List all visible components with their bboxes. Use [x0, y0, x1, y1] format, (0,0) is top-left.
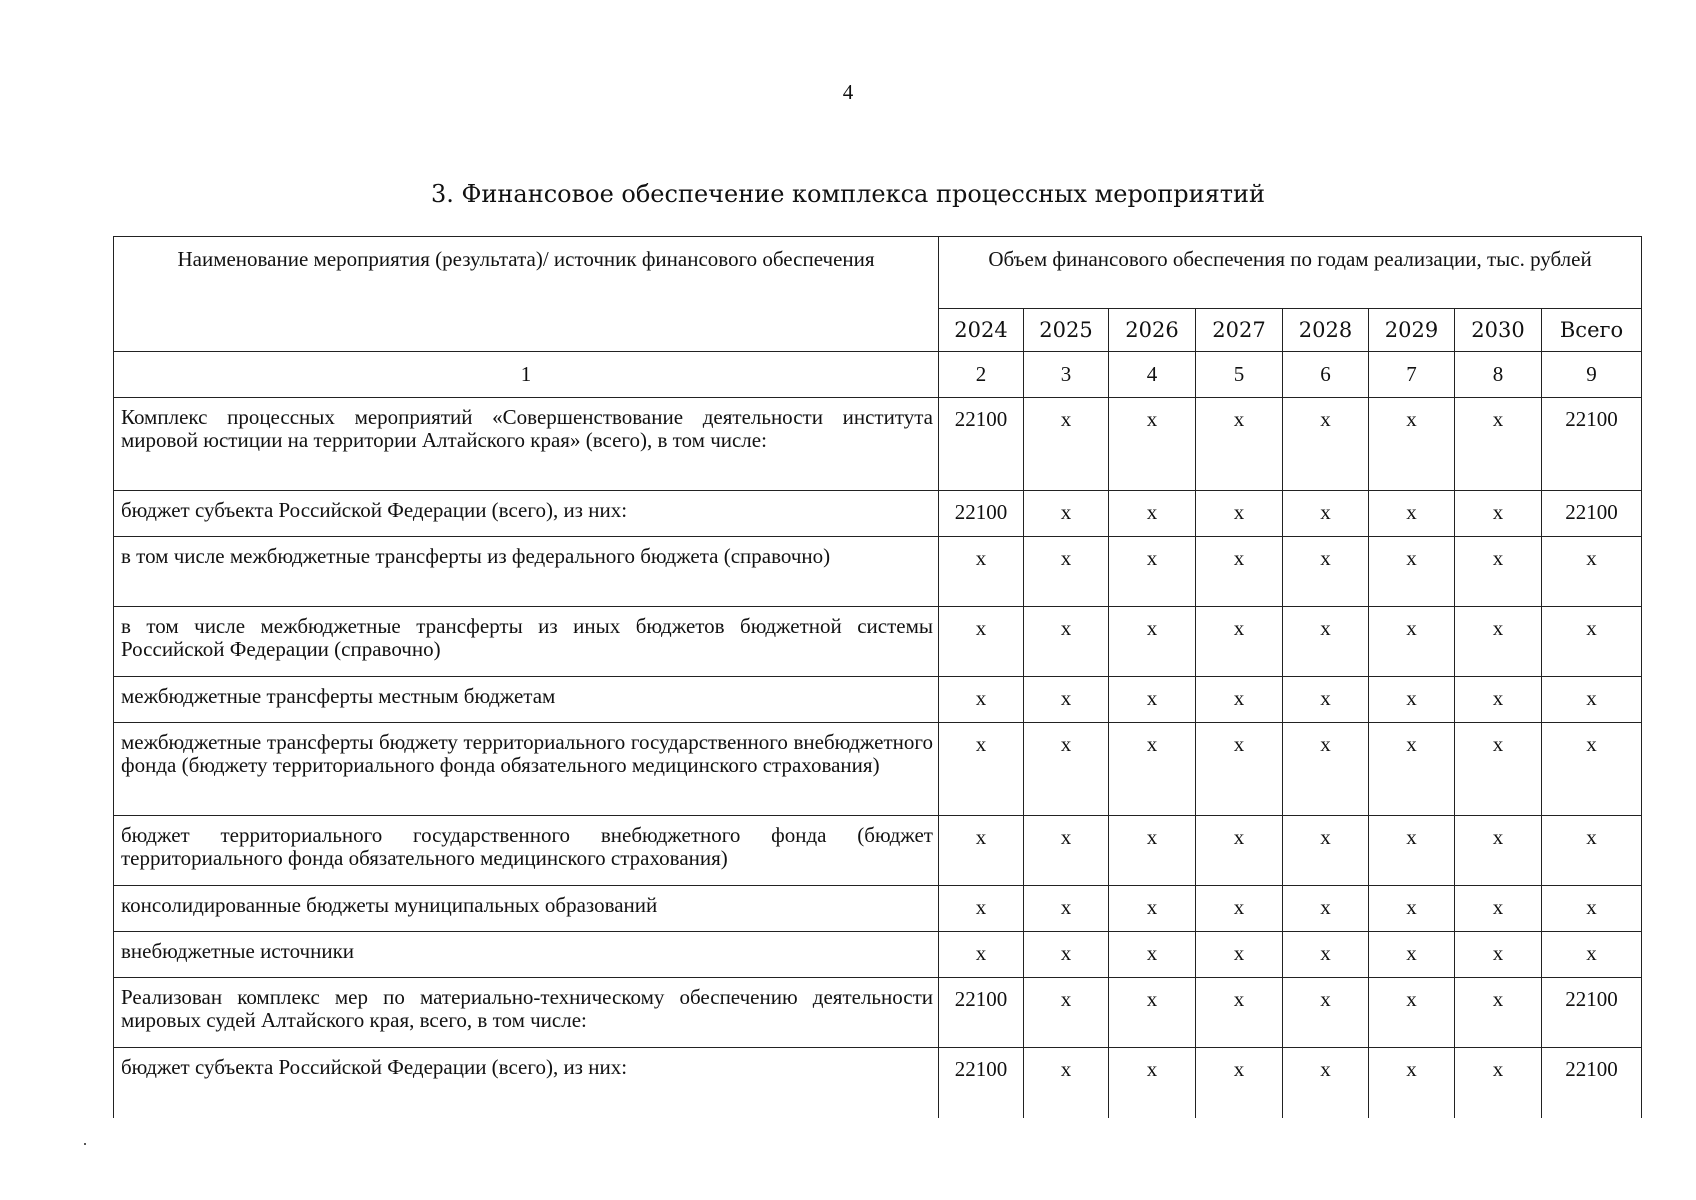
value-cell: x — [1283, 886, 1369, 932]
value-cell: x — [1024, 537, 1109, 607]
value-cell: x — [1455, 491, 1542, 537]
value-cell: x — [1455, 537, 1542, 607]
section-title: 3. Финансовое обеспечение комплекса процессных мероприятий — [430, 180, 1266, 208]
value-cell: x — [1369, 491, 1455, 537]
value-cell: x — [1196, 723, 1283, 816]
value-cell: x — [1024, 816, 1109, 886]
value-cell: 22100 — [939, 1048, 1024, 1118]
value-cell: x — [939, 607, 1024, 677]
year-header-cell: 2024 — [939, 309, 1024, 352]
value-cell: x — [1109, 816, 1196, 886]
value-cell: x — [1542, 723, 1642, 816]
value-cell: x — [1109, 886, 1196, 932]
value-cell: x — [1542, 932, 1642, 978]
value-cell: x — [939, 723, 1024, 816]
column-number-cell: 8 — [1455, 352, 1542, 398]
column-number-cell: 1 — [114, 352, 939, 398]
value-cell: x — [1024, 978, 1109, 1048]
value-cell: x — [1024, 677, 1109, 723]
value-cell: x — [1455, 816, 1542, 886]
scan-dot — [84, 1143, 86, 1145]
table-row — [114, 607, 1642, 677]
value-cell: x — [1109, 677, 1196, 723]
value-cell: x — [1455, 723, 1542, 816]
value-cell: x — [939, 932, 1024, 978]
value-cell: x — [1196, 607, 1283, 677]
row-name-cell: в том числе межбюджетные трансферты из иных бюджетов бюджетной системы Российской Федерации (справочно) — [114, 607, 939, 677]
value-cell: x — [1024, 932, 1109, 978]
value-cell: 22100 — [1542, 398, 1642, 491]
value-cell: 22100 — [939, 491, 1024, 537]
value-cell: x — [1109, 723, 1196, 816]
value-cell: x — [1455, 607, 1542, 677]
value-cell: x — [1369, 1048, 1455, 1118]
table-row — [114, 677, 1642, 723]
table-row — [114, 1048, 1642, 1118]
year-header-cell: 2025 — [1024, 309, 1109, 352]
value-cell: x — [1455, 978, 1542, 1048]
value-cell: x — [1283, 677, 1369, 723]
value-cell: x — [1109, 607, 1196, 677]
year-header-cell: 2027 — [1196, 309, 1283, 352]
value-cell: x — [1109, 1048, 1196, 1118]
row-name-cell: межбюджетные трансферты бюджету территориального государственного внебюджетного фонда (бюджету территориального фонда обязательного медицинского страхования) — [114, 723, 939, 816]
table-row — [114, 398, 1642, 491]
value-cell: 22100 — [939, 398, 1024, 491]
header-volume-cell: Объем финансового обеспечения по годам реализации, тыс. рублей — [939, 237, 1642, 309]
value-cell: x — [1024, 398, 1109, 491]
row-name-cell: бюджет территориального государственного внебюджетного фонда (бюджет территориального фонда обязательного медицинского страхования) — [114, 816, 939, 886]
row-name-cell: в том числе межбюджетные трансферты из федерального бюджета (справочно) — [114, 537, 939, 607]
column-number-cell: 6 — [1283, 352, 1369, 398]
page-number: 4 — [842, 80, 854, 104]
value-cell: x — [939, 816, 1024, 886]
table-row — [114, 886, 1642, 932]
value-cell: x — [1283, 723, 1369, 816]
column-numbers-row — [114, 352, 1642, 398]
table-row — [114, 491, 1642, 537]
value-cell: x — [1109, 978, 1196, 1048]
table-row — [114, 723, 1642, 816]
value-cell: x — [1542, 816, 1642, 886]
value-cell: x — [1196, 491, 1283, 537]
value-cell: x — [1109, 537, 1196, 607]
value-cell: 22100 — [939, 978, 1024, 1048]
row-name-cell: бюджет субъекта Российской Федерации (всего), из них: — [114, 491, 939, 537]
column-number-cell: 9 — [1542, 352, 1642, 398]
year-header-cell: Всего — [1542, 309, 1642, 352]
year-header-cell: 2028 — [1283, 309, 1369, 352]
value-cell: x — [1196, 932, 1283, 978]
row-name-cell: внебюджетные источники — [114, 932, 939, 978]
value-cell: x — [1542, 537, 1642, 607]
value-cell: x — [1024, 607, 1109, 677]
value-cell: x — [1196, 978, 1283, 1048]
value-cell: x — [1109, 398, 1196, 491]
value-cell: x — [1369, 398, 1455, 491]
row-name-cell: бюджет субъекта Российской Федерации (всего), из них: — [114, 1048, 939, 1118]
value-cell: x — [939, 886, 1024, 932]
value-cell: 22100 — [1542, 1048, 1642, 1118]
value-cell: x — [1283, 816, 1369, 886]
column-number-cell: 3 — [1024, 352, 1109, 398]
value-cell: x — [1283, 978, 1369, 1048]
row-name-cell: консолидированные бюджеты муниципальных образований — [114, 886, 939, 932]
column-number-cell: 5 — [1196, 352, 1283, 398]
table-row — [114, 978, 1642, 1048]
financing-table — [113, 236, 1642, 1118]
value-cell: x — [1283, 398, 1369, 491]
value-cell: x — [1109, 932, 1196, 978]
value-cell: x — [1369, 886, 1455, 932]
header-row — [114, 237, 1642, 309]
column-number-cell: 7 — [1369, 352, 1455, 398]
year-header-cell: 2026 — [1109, 309, 1196, 352]
value-cell: x — [1455, 677, 1542, 723]
column-number-cell: 4 — [1109, 352, 1196, 398]
value-cell: x — [1283, 491, 1369, 537]
value-cell: x — [1369, 607, 1455, 677]
value-cell: x — [1455, 1048, 1542, 1118]
value-cell: x — [1283, 932, 1369, 978]
value-cell: 22100 — [1542, 978, 1642, 1048]
value-cell: x — [1455, 886, 1542, 932]
table-row — [114, 932, 1642, 978]
value-cell: x — [939, 537, 1024, 607]
value-cell: x — [1024, 886, 1109, 932]
value-cell: x — [1196, 1048, 1283, 1118]
value-cell: x — [1196, 816, 1283, 886]
value-cell: x — [1369, 816, 1455, 886]
value-cell: x — [1283, 537, 1369, 607]
row-name-cell: межбюджетные трансферты местным бюджетам — [114, 677, 939, 723]
value-cell: x — [1283, 1048, 1369, 1118]
value-cell: x — [1283, 607, 1369, 677]
value-cell: x — [1542, 886, 1642, 932]
value-cell: x — [1369, 677, 1455, 723]
year-header-cell: 2029 — [1369, 309, 1455, 352]
value-cell: x — [1369, 978, 1455, 1048]
value-cell: x — [1024, 491, 1109, 537]
value-cell: x — [1196, 677, 1283, 723]
column-number-cell: 2 — [939, 352, 1024, 398]
value-cell: x — [1369, 537, 1455, 607]
row-name-cell: Реализован комплекс мер по материально-техническому обеспечению деятельности мировых судей Алтайского края, всего, в том числе: — [114, 978, 939, 1048]
header-name-cell: Наименование мероприятия (результата)/ источник финансового обеспечения — [114, 237, 939, 352]
value-cell: x — [1542, 607, 1642, 677]
value-cell: x — [1196, 886, 1283, 932]
value-cell: x — [1455, 932, 1542, 978]
table-row — [114, 537, 1642, 607]
value-cell: x — [1024, 723, 1109, 816]
value-cell: 22100 — [1542, 491, 1642, 537]
year-header-cell: 2030 — [1455, 309, 1542, 352]
value-cell: x — [1455, 398, 1542, 491]
value-cell: x — [1196, 537, 1283, 607]
value-cell: x — [939, 677, 1024, 723]
value-cell: x — [1196, 398, 1283, 491]
row-name-cell: Комплекс процессных мероприятий «Совершенствование деятельности института мировой юстиции на территории Алтайского края» (всего), в том числе: — [114, 398, 939, 491]
value-cell: x — [1109, 491, 1196, 537]
table-body — [114, 398, 1642, 1118]
value-cell: x — [1024, 1048, 1109, 1118]
value-cell: x — [1369, 723, 1455, 816]
table-row — [114, 816, 1642, 886]
value-cell: x — [1369, 932, 1455, 978]
value-cell: x — [1542, 677, 1642, 723]
